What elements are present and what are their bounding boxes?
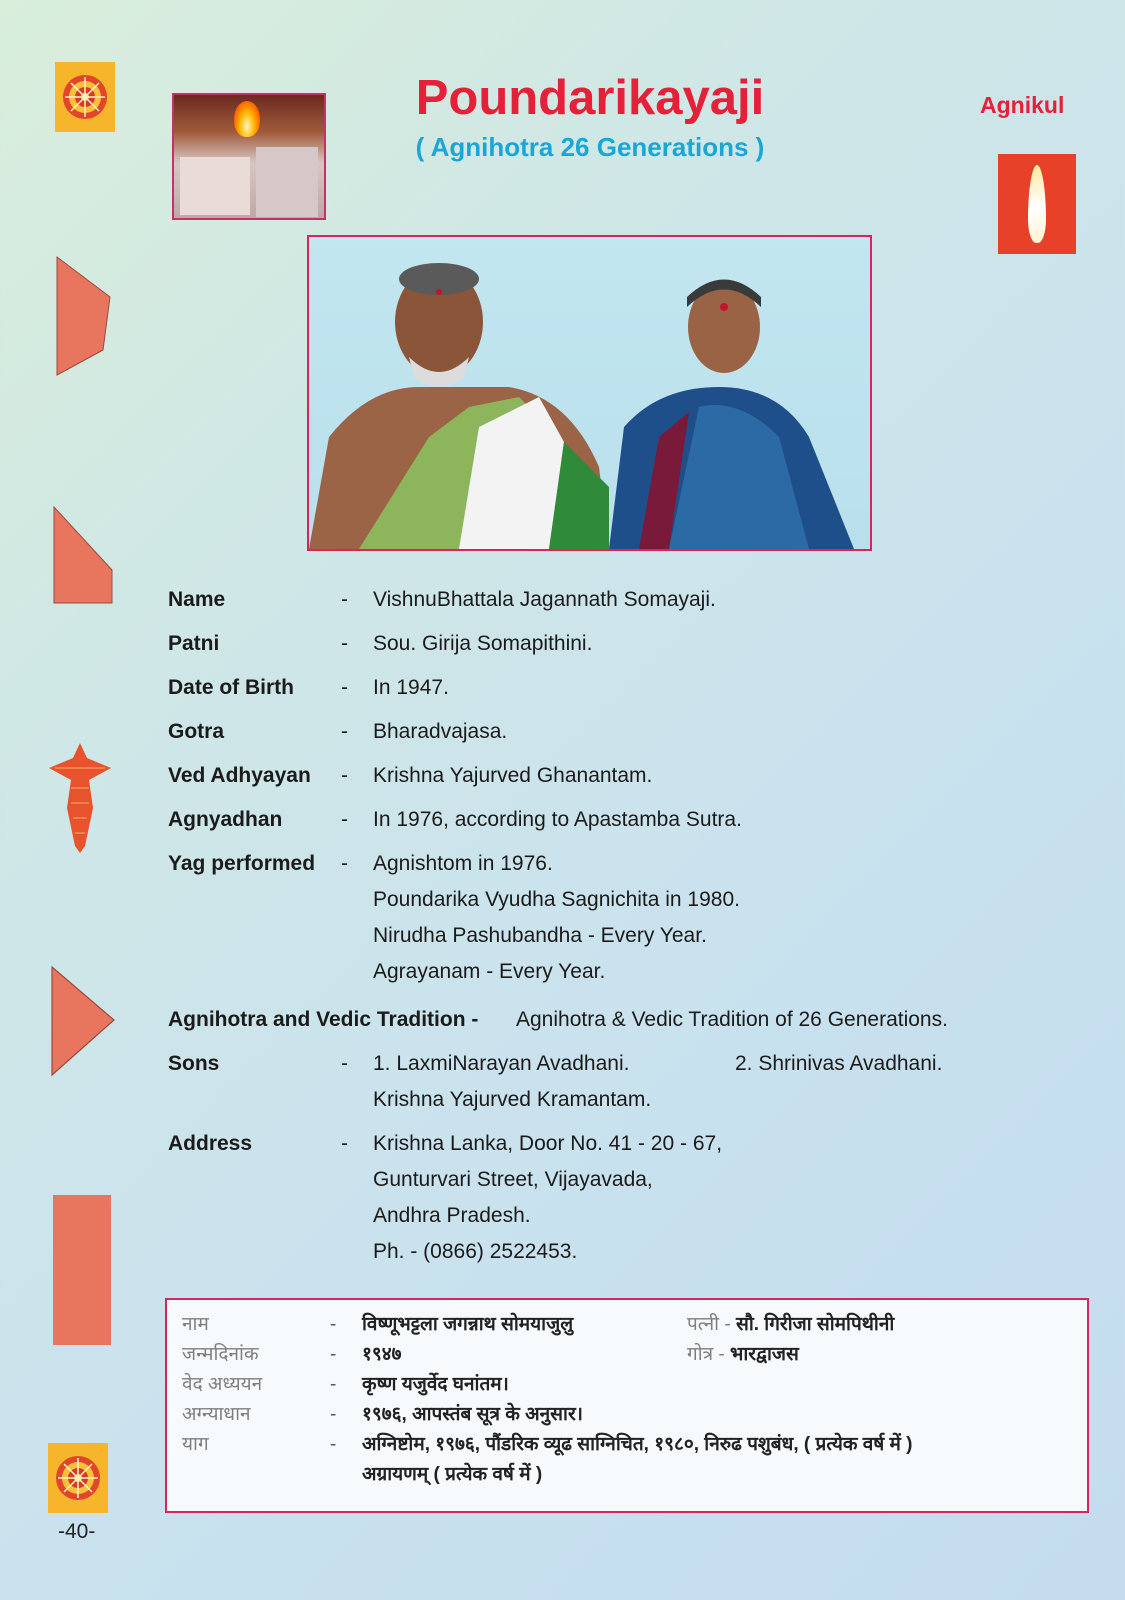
yag-line: Nirudha Pashubandha - Every Year. bbox=[373, 924, 707, 947]
separator-dash: - bbox=[341, 676, 348, 699]
separator-dash: - bbox=[341, 1052, 348, 1075]
chakra-icon bbox=[55, 62, 115, 132]
separator-dash: - bbox=[341, 632, 348, 655]
hindi-value: कृष्ण यजुर्वेद घनांतम। bbox=[362, 1374, 509, 1395]
separator-dash: - bbox=[341, 588, 348, 611]
address-label: Address bbox=[168, 1132, 253, 1155]
address-line: Andhra Pradesh. bbox=[373, 1204, 531, 1227]
page-title: Poundarikayaji bbox=[415, 71, 765, 125]
separator-dash: - bbox=[330, 1434, 337, 1455]
son-1: 1. LaxmiNarayan Avadhani. bbox=[373, 1052, 630, 1075]
hindi-gotra bbox=[687, 1340, 799, 1370]
hindi-summary-box bbox=[165, 1298, 1089, 1513]
address-line: Gunturvari Street, Vijayavada, bbox=[373, 1168, 653, 1191]
separator-dash: - bbox=[341, 764, 348, 787]
agnyadhan-value: In 1976, according to Apastamba Sutra. bbox=[373, 808, 742, 831]
dob-value: In 1947. bbox=[373, 676, 449, 699]
hindi-value: विष्णूभट्टला जगन्नाथ सोमयाजुलु bbox=[362, 1314, 574, 1335]
sons-label: Sons bbox=[168, 1052, 220, 1075]
gotra-label: Gotra bbox=[168, 720, 225, 743]
address-line: Ph. - (0866) 2522453. bbox=[373, 1240, 578, 1263]
son-1-detail: Krishna Yajurved Kramantam. bbox=[373, 1088, 652, 1111]
yag-line: Agnishtom in 1976. bbox=[373, 852, 553, 875]
hindi-label: अग्न्याधान bbox=[182, 1404, 251, 1425]
separator-dash: - bbox=[341, 720, 348, 743]
couple-portrait bbox=[307, 235, 872, 551]
patni-label: Patni bbox=[168, 632, 220, 655]
yag-line: Poundarika Vyudha Sagnichita in 1980. bbox=[373, 888, 740, 911]
lamp-flame-icon bbox=[998, 154, 1076, 254]
separator-dash: - bbox=[330, 1404, 337, 1425]
hindi-value: भारद्वाजस bbox=[730, 1344, 799, 1365]
separator-dash: - bbox=[341, 852, 348, 875]
hindi-value: अग्रायणम् ( प्रत्येक वर्ष में ) bbox=[362, 1464, 543, 1485]
hindi-label: गोत्र - bbox=[687, 1344, 725, 1365]
gotra-value: Bharadvajasa. bbox=[373, 720, 508, 743]
hindi-label: नाम bbox=[182, 1314, 209, 1335]
trapezoid-shape bbox=[52, 505, 114, 605]
rectangle-shape bbox=[53, 1195, 111, 1345]
hindi-value: १९४७ bbox=[362, 1344, 402, 1365]
triangle-shape bbox=[50, 965, 116, 1077]
separator-dash: - bbox=[330, 1314, 337, 1335]
separator-dash: - bbox=[341, 808, 348, 831]
separator-dash: - bbox=[330, 1374, 337, 1395]
ved-value: Krishna Yajurved Ghanantam. bbox=[373, 764, 653, 787]
tradition-value: Agnihotra & Vedic Tradition of 26 Generations. bbox=[516, 1008, 948, 1031]
eagle-icon bbox=[45, 738, 115, 853]
hindi-value: अग्निष्टोम, १९७६, पौंडरिक व्यूढ साग्निचित, १९८०, निरुढ पशुबंध, ( प्रत्येक वर्ष में ) bbox=[362, 1434, 913, 1455]
dob-label: Date of Birth bbox=[168, 676, 294, 699]
hindi-value: १९७६, आपस्तंब सूत्र के अनुसार। bbox=[362, 1404, 583, 1425]
name-value: VishnuBhattala Jagannath Somayaji. bbox=[373, 588, 716, 611]
agnikul-label: Agnikul bbox=[980, 92, 1065, 118]
name-label: Name bbox=[168, 588, 226, 611]
agnyadhan-label: Agnyadhan bbox=[168, 808, 283, 831]
hindi-patni bbox=[687, 1310, 894, 1340]
chakra-icon bbox=[48, 1443, 108, 1513]
address-line: Krishna Lanka, Door No. 41 - 20 - 67, bbox=[373, 1132, 723, 1155]
hindi-label: पत्नी - bbox=[687, 1314, 731, 1335]
hindi-label: जन्मदिनांक bbox=[182, 1344, 259, 1365]
address-values bbox=[373, 1126, 1093, 1270]
yag-line: Agrayanam - Every Year. bbox=[373, 960, 606, 983]
pentagon-shape bbox=[55, 255, 115, 380]
page-number: -40- bbox=[58, 1520, 96, 1543]
separator-dash: - bbox=[341, 1132, 348, 1155]
patni-value: Sou. Girija Somapithini. bbox=[373, 632, 593, 655]
yag-label: Yag performed bbox=[168, 852, 316, 875]
hindi-label: वेद अध्ययन bbox=[182, 1374, 263, 1395]
hindi-label: याग bbox=[182, 1434, 209, 1455]
ved-label: Ved Adhyayan bbox=[168, 764, 311, 787]
sons-values bbox=[373, 1046, 1093, 1118]
separator-dash: - bbox=[330, 1344, 337, 1365]
page-subtitle: ( Agnihotra 26 Generations ) bbox=[415, 132, 765, 162]
yag-values bbox=[373, 846, 1093, 990]
hindi-value: सौ. गिरीजा सोमपिथीनी bbox=[735, 1314, 895, 1335]
tradition-label: Agnihotra and Vedic Tradition - bbox=[168, 1008, 479, 1031]
son-2: 2. Shrinivas Avadhani. bbox=[735, 1052, 943, 1075]
fire-altar-photo bbox=[172, 93, 326, 220]
